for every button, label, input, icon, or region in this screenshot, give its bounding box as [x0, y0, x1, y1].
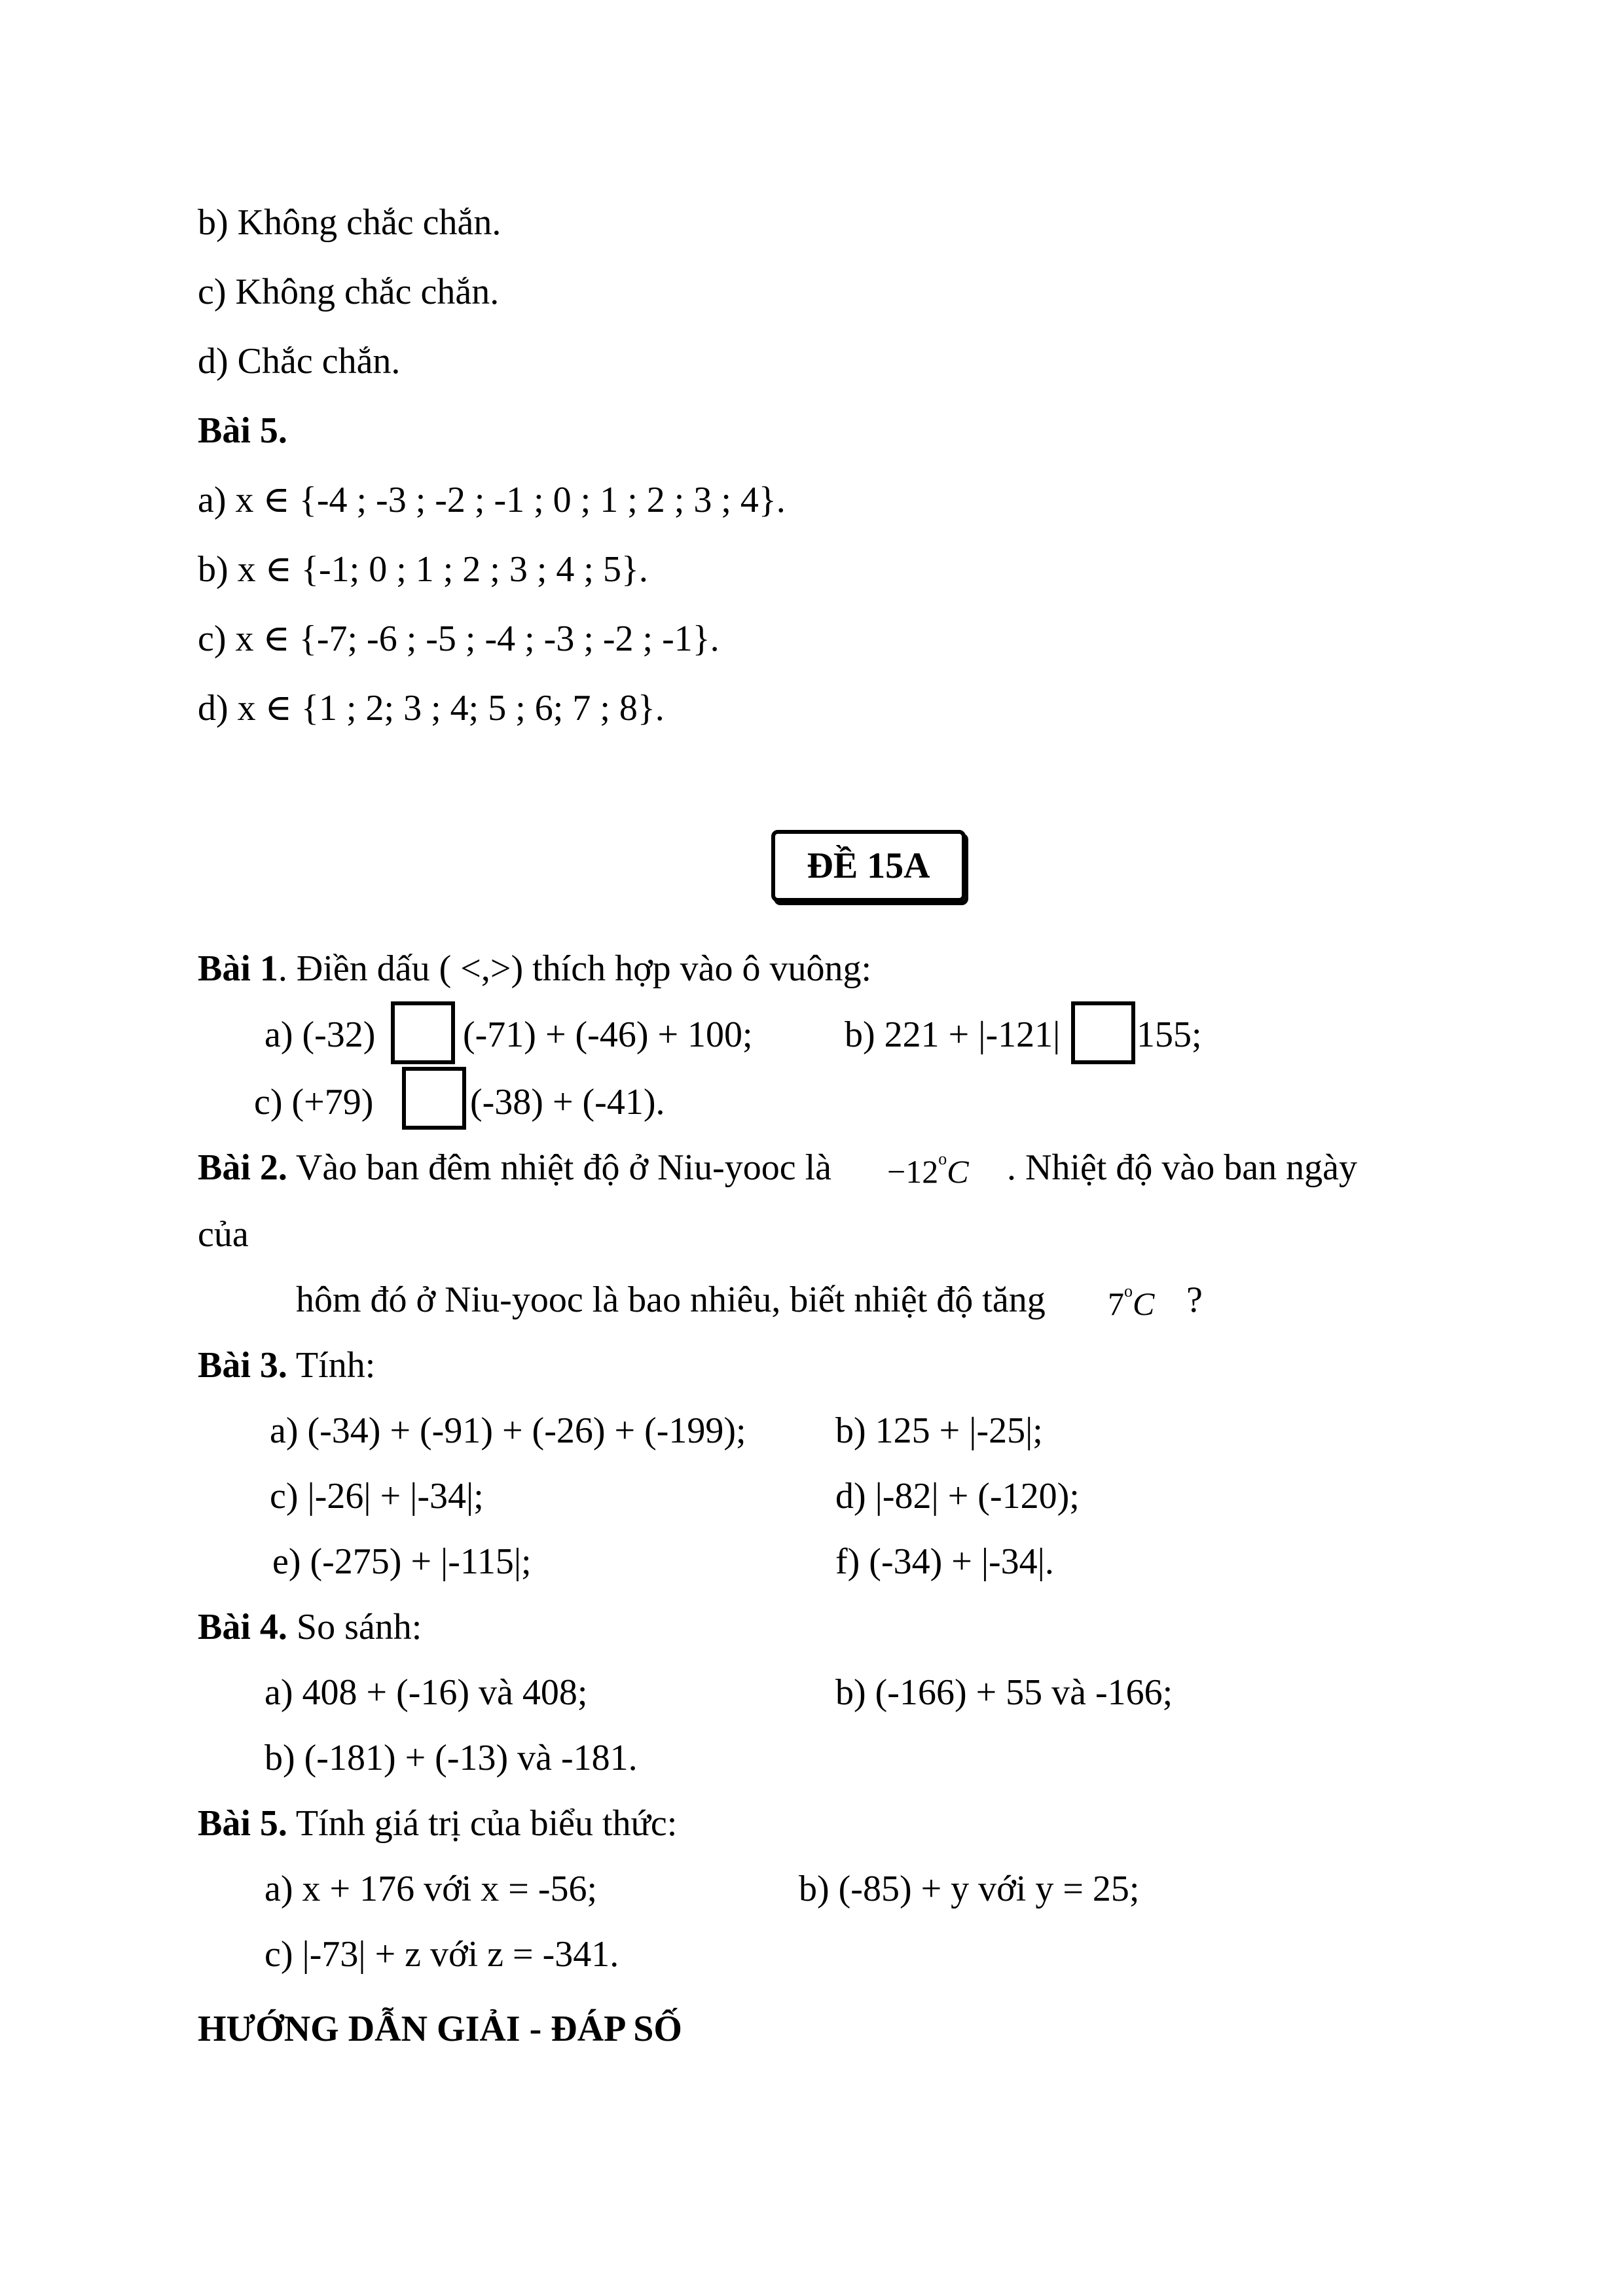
bai2-text3: của — [198, 1214, 249, 1255]
bai2-text1: Vào ban đêm nhiệt độ ở Niu-yooc là — [295, 1147, 831, 1188]
bai4-label: Bài 4. — [198, 1607, 287, 1647]
bai4-prompt — [198, 1609, 422, 1645]
bai3-label: Bài 3. — [198, 1345, 287, 1386]
answer-c: c) Không chắc chắn. — [198, 272, 500, 312]
bai2-text2: . Nhiệt độ vào ban ngày — [1007, 1147, 1357, 1188]
answer-d: d) Chắc chắn. — [198, 341, 401, 382]
bai3-a: a) (-34) + (-91) + (-26) + (-199); — [270, 1410, 746, 1451]
bai1-prompt — [198, 950, 871, 987]
bai5-text: Tính giá trị của biểu thức: — [295, 1803, 678, 1844]
bai2-label: Bài 2. — [198, 1147, 287, 1188]
bai2-text4: hôm đó ở Niu-yooc là bao nhiêu, biết nhiệt độ tăng — [296, 1280, 1046, 1320]
bai3-d: d) |-82| + (-120); — [835, 1476, 1080, 1516]
bai2-temp2-value: 7 — [1108, 1285, 1124, 1322]
bai1-c-answer-box[interactable] — [402, 1067, 466, 1130]
bai4-a: a) 408 + (-16) và 408; — [264, 1672, 588, 1713]
bai5-prompt — [198, 1805, 677, 1842]
bai5-answer-heading: Bài 5. — [198, 410, 287, 451]
bai1-b-right: 155; — [1137, 1014, 1202, 1055]
bai5-answer-c: c) x ∈ {-7; -6 ; -5 ; -4 ; -3 ; -2 ; -1}. — [198, 619, 720, 659]
bai2-temp2 — [1108, 1283, 1154, 1320]
bai4-b: b) (-166) + 55 và -166; — [835, 1672, 1173, 1713]
bai3-e: e) (-275) + |-115|; — [272, 1541, 532, 1582]
bai1-text: . Điền dấu ( <,>) thích hợp vào ô vuông: — [278, 948, 872, 989]
bai1-c-right: (-38) + (-41). — [470, 1082, 665, 1122]
bai3-c: c) |-26| + |-34|; — [270, 1476, 484, 1516]
bai5-a: a) x + 176 với x = -56; — [264, 1869, 598, 1909]
bai1-b-answer-box[interactable] — [1071, 1001, 1135, 1064]
bai5-b: b) (-85) + y với y = 25; — [799, 1869, 1140, 1909]
bai5-answer-a: a) x ∈ {-4 ; -3 ; -2 ; -1 ; 0 ; 1 ; 2 ; 3 ; 4}. — [198, 480, 786, 520]
exam-title: ĐỀ 15A — [807, 846, 930, 886]
bai4-c: b) (-181) + (-13) và -181. — [264, 1738, 638, 1778]
bai3-f: f) (-34) + |-34|. — [835, 1541, 1054, 1582]
bai2-temp1-unit: C — [947, 1153, 969, 1190]
bai3-text: Tính: — [295, 1345, 376, 1386]
bai2-temp1 — [887, 1151, 969, 1188]
bai5-label: Bài 5. — [198, 1803, 287, 1844]
exam-title-box — [771, 830, 966, 902]
bai5-answer-b: b) x ∈ {-1; 0 ; 1 ; 2 ; 3 ; 4 ; 5}. — [198, 549, 648, 590]
bai3-prompt — [198, 1347, 375, 1384]
degree-symbol-2: o — [1124, 1282, 1133, 1300]
bai2-temp2-unit: C — [1133, 1285, 1155, 1322]
bai1-a-answer-box[interactable] — [391, 1001, 455, 1064]
bai2-text5: ? — [1186, 1280, 1203, 1320]
bai5-c: c) |-73| + z với z = -341. — [264, 1934, 619, 1975]
bai1-b-left: b) 221 + |-121| — [845, 1014, 1061, 1055]
bai4-text: So sánh: — [296, 1607, 422, 1647]
bai2-temp1-value: −12 — [887, 1153, 939, 1190]
bai2-line1 — [198, 1149, 831, 1186]
bai1-a-right: (-71) + (-46) + 100; — [463, 1014, 753, 1055]
bai1-c-left: c) (+79) — [254, 1082, 374, 1122]
bai5-answer-d: d) x ∈ {1 ; 2; 3 ; 4; 5 ; 6; 7 ; 8}. — [198, 688, 665, 728]
bai1-label: Bài 1 — [198, 948, 278, 989]
solution-heading: HƯỚNG DẪN GIẢI - ĐÁP SỐ — [198, 2009, 682, 2049]
degree-symbol-1: o — [938, 1149, 947, 1168]
bai3-b: b) 125 + |-25|; — [835, 1410, 1043, 1451]
bai1-a-left: a) (-32) — [264, 1014, 376, 1055]
answer-b: b) Không chắc chắn. — [198, 202, 501, 243]
